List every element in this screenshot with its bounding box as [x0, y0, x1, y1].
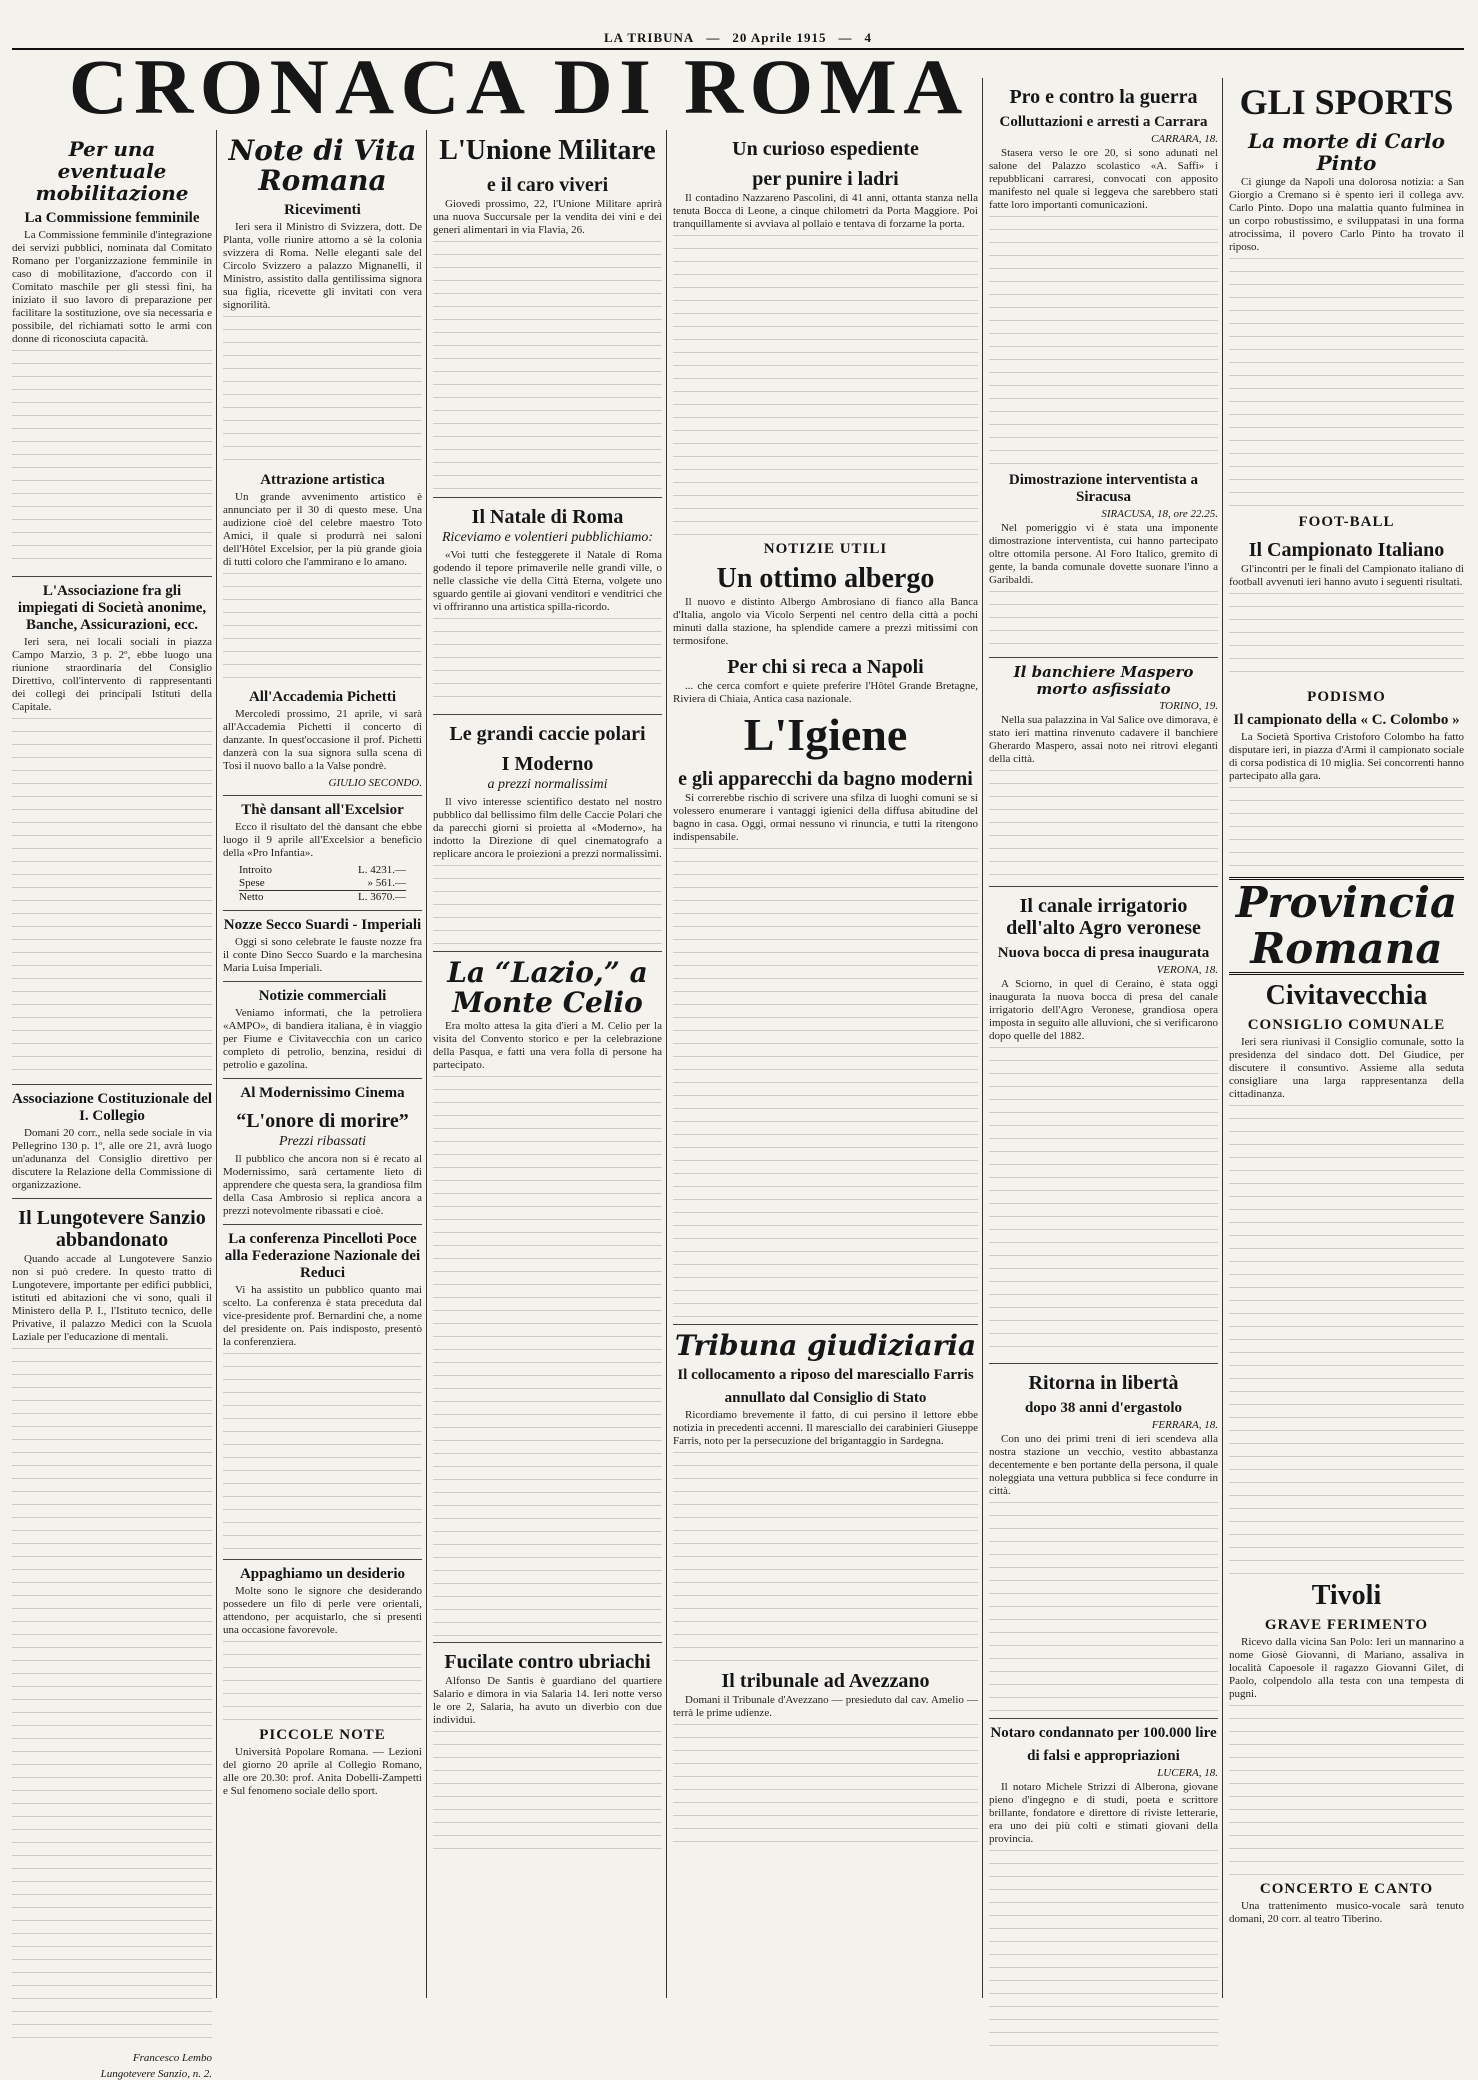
article-body: Domani 20 corr., nella sede sociale in via Pellegrino 130 p. 1º, alle ore 21, avrà luogo un'adunanza del Consiglio direttivo per discutere la Relazione della Commissione di organizzazione. — [12, 1127, 212, 1191]
article-subheadline: Il collocamento a riposo del maresciallo Farris — [677, 1367, 974, 1383]
article-body-continuation — [989, 770, 1218, 880]
article-headline: La conferenza Pincelloti Poce alla Federazione Nazionale dei Reduci — [224, 1231, 421, 1281]
article-signature: GIULIO SECONDO. — [328, 777, 422, 789]
article-body-continuation — [1229, 787, 1464, 867]
article-body: «Voi tutti che festeggerete il Natale di Roma godendo il tepore primaverile nelle grandi ville, o nelle classiche vie della Città Eterna, volgete uno sguardo gentile ai giovani venditori e venditrici che vi offriranno una artistica spilla-ricordo. — [433, 549, 662, 613]
article-subheadline: annullato dal Consiglio di Stato — [724, 1390, 927, 1406]
article-dateline: TORINO, 19. — [1159, 700, 1218, 712]
article-body-continuation — [433, 241, 662, 491]
article-subheadline: dopo 38 anni d'ergastolo — [1024, 1400, 1183, 1416]
article-body: Università Popolare Romana. — Lezioni del giorno 20 aprile al Collegio Romano, alle ore 20.30: prof. Anita Dobelli-Zampetti e Sul fenomeno sociale dello sport. — [223, 1746, 422, 1797]
article-body: Molte sono le signore che desiderando possedere un filo di perle vere orientali, attendono, per acquistarlo, che si presenti una occasione favorevole. — [223, 1585, 422, 1636]
article-body: Ci giunge da Napoli una dolorosa notizia: a San Giorgio a Cremano si è spento ieri il collega avv. Carlo Pinto. Dopo una malattia quanto fulminea in un corpo robustissimo, e sviluppatasi in una forma atrocissima, il povero Carlo Pinto ha trovato il riposo. — [1229, 176, 1464, 253]
article-body-continuation — [12, 350, 212, 570]
article-subheadline: di falsi e appropriazioni — [1027, 1748, 1180, 1764]
article-body: Ricevo dalla vicina San Polo: Ieri un mannarino a nome Giosè Giovanni, di Mariano, assaliva in località Capoesole il ragazzo Giovanni Gilet, di Paolo, colpendolo alla testa con una tempesta di pugni. — [1229, 1636, 1464, 1700]
article-body: Il nuovo e distinto Albergo Ambrosiano di fianco alla Banca d'Italia, angolo via Vicolo Serpenti nel centro della città a pochi minuti dalla stazione, ha splendide camere a prezzi mitissimi con termosifone. — [673, 596, 978, 647]
article-body-continuation — [223, 573, 422, 683]
article-subheadline: Prezzi ribassati — [279, 1134, 366, 1149]
article-body-continuation — [433, 1731, 662, 1851]
article-body: Si correrebbe rischio di scrivere una sfilza di luoghi comuni se si volessero enumerare i vantaggi igienici della diffusa abitudine del bagno in casa. Oggi, ormai nessuno vi rinuncia, e tutti la ritengono indispensabile. — [673, 792, 978, 843]
article-body-continuation — [989, 216, 1218, 466]
newspaper-name: LA TRIBUNA — [604, 30, 695, 45]
article-headline: La “Lazio,” a Monte Celio — [447, 956, 648, 1019]
section-label: PODISMO — [1307, 689, 1386, 705]
article-body-continuation — [673, 1452, 978, 1662]
article-body: Ricordiamo brevemente il fatto, di cui persino il lettore ebbe notizia in precedenti accenni. Il maresciallo dei carabinieri Giuseppe Farris, noto per la persecuzione del brigantaggio in Sardegna. — [673, 1409, 978, 1447]
receipt-row: Spese » 561.— — [239, 877, 406, 889]
article-body: Una trattenimento musico-vocale sarà tenuto domani, 20 corr. al teatro Tiberino. — [1229, 1900, 1464, 1925]
article-dateline: VERONA, 18. — [1156, 964, 1218, 976]
article-body-continuation — [223, 1641, 422, 1721]
column-3 — [426, 130, 662, 1998]
article-body: Veniamo informati, che la petroliera «AMPO», di bandiera italiana, è in viaggio per Fiume e Civitavecchia con un carico completo di petrolio, benzina, residui di petrolio e gazolina. — [223, 1007, 422, 1071]
article-body-continuation — [673, 235, 978, 535]
article-body-continuation — [433, 865, 662, 945]
article-body: Il notaro Michele Strizzi di Alberona, giovane pieno d'ingegno e di studi, poeta e scrittore brillante, fondatore e direttore di riviste letterarie, era uno dei più colti e stimati giovani della provincia. — [989, 1781, 1218, 1845]
article-headline: Nozze Secco Suardi - Imperiali — [223, 917, 422, 933]
issue-date: 20 Aprile 1915 — [732, 30, 827, 45]
article-headline: La morte di Carlo Pinto — [1248, 129, 1445, 175]
article-body: A Sciorno, in quel di Ceraino, è stata oggi inaugurata la nuova bocca di presa del canale irrigatorio dell'Agro Veronese, grandiosa opera imposta in seguito alle alluvioni, che si verificarono dopo quelle del 1882. — [989, 978, 1218, 1042]
receipt-table — [223, 864, 422, 904]
article-headline: Per chi si reca a Napoli — [727, 656, 924, 678]
article-dateline: LUCERA, 18. — [1157, 1767, 1218, 1779]
article-body-continuation — [12, 1348, 212, 2048]
article-subheadline: per punire i ladri — [752, 168, 899, 190]
article-subheadline: CONSIGLIO COMUNALE — [1247, 1017, 1446, 1033]
article-subheadline: GRAVE FERIMENTO — [1264, 1617, 1429, 1633]
article-body-continuation — [673, 848, 978, 1318]
article-headline: Thè dansant all'Excelsior — [241, 802, 404, 818]
article-body-continuation — [223, 316, 422, 466]
article-body: Il pubblico che ancora non si è recato al Modernissimo, sarà certamente lieto di apprendere che questa sera, la grandiosa film della Casa Ambrosio si replica ancora a prezzi notevolmente ribassati e cioè. — [223, 1153, 422, 1217]
article-headline: Dimostrazione interventista a Siracusa — [1008, 472, 1199, 505]
article-body: Ieri sera il Ministro di Svizzera, dott. De Planta, volle riunire attorno a sè la colonia svizzera di Roma. Nelle eleganti sale del Circolo Svizzero a palazzo Mignanelli, il Ministro, assistito dalla gentilissima signora sua figlia, ricevette gli invitati con vera signorilità. — [223, 221, 422, 311]
article-headline: “L'onore di morire” — [236, 1110, 409, 1132]
article-body: Era molto attesa la gita d'ieri a M. Celio per la visita del Convento storico e per la celebrazione della Pasqua, e fatti una vera folla di persone ha partecipato. — [433, 1020, 662, 1071]
article-body: ... che cerca comfort e quiete preferire l'Hôtel Grande Bretagne, Riviera di Chiaia, Antica casa nazionale. — [673, 680, 978, 705]
section-label: NOTIZIE UTILI — [763, 541, 888, 557]
article-headline: Note di Vita Romana — [228, 134, 417, 197]
article-headline: Per una eventuale mobilitazione — [35, 137, 189, 205]
article-dateline: FERRARA, 18. — [1151, 1419, 1218, 1431]
article-body: Quando accade al Lungotevere Sanzio non si può credere. In questo tratto di Lungotevere, importante per edifici pubblici, istituti ed abitazioni che vi sono, quali il Ministero della P. I., l'Istituto tecnico, delle Privative, il palazzo Medici con la Scuola Laziale per l'educazione di mentali. — [12, 1253, 212, 1343]
article-body: Mercoledì prossimo, 21 aprile, vi sarà all'Accademia Pichetti il concerto di danzante. In quest'occasione il prof. Pichetti danzerà con la sua signora sulla scena di Tosi il nuovo ballo a la Valse pondrè. — [223, 708, 422, 772]
column-1 — [12, 130, 212, 2080]
article-body: Nel pomeriggio vi è stata una imponente dimostrazione interventista, cui hanno partecipato oltre ottomila persone. Al Foro Italico, gremito di gente, la banda comunale dovette suonare l'inno a Garibaldi. — [989, 522, 1218, 586]
article-headline: Un curioso espediente — [732, 138, 919, 160]
article-headline: Fucilate contro ubriachi — [444, 1651, 651, 1673]
article-body: Ecco il risultato del thè dansant che ebbe luogo il 9 aprile all'Excelsior a beneficio della «Pro Infantia». — [223, 821, 422, 859]
article-body: Con uno dei primi treni di ieri scendeva alla nostra stazione un vecchio, vestito abbastanza decentemente e ben portante della persona, il quale noleggiata una vettura pubblica si fece condurre in città. — [989, 1433, 1218, 1497]
article-body: La Commissione femminile d'integrazione dei servizi pubblici, nominata dal Comitato Romano per l'organizzazione femminile in caso di mobilitazione, d'accordo con il Comitato maschile per gli stessi fini, ha iniziato il suo lavoro di preparazione per facilitare la sostituzione, ove sia necessaria e possibile, del richiamati sotto le armi con donne di riconosciuta capacità. — [12, 229, 212, 345]
article-headline: Il banchiere Maspero morto asfissiato — [1013, 663, 1194, 698]
article-body: Domani il Tribunale d'Avezzano — presieduto dal cav. Amelio — terrà le prime udienze. — [673, 1694, 978, 1719]
article-headline: Il canale irrigatorio dell'alto Agro veronese — [1006, 895, 1201, 939]
column-2 — [216, 130, 422, 1998]
article-dateline: SIRACUSA, 18, ore 22.25. — [1101, 508, 1218, 520]
newspaper-page — [12, 6, 1464, 2080]
article-subheadline: e gli apparecchi da bagno moderni — [678, 768, 973, 790]
article-subheadline: La Commissione femminile — [24, 210, 200, 226]
section-masthead: CRONACA DI ROMA — [68, 43, 969, 130]
article-dateline: CARRARA, 18. — [1151, 133, 1218, 145]
article-body-continuation — [673, 1724, 978, 1844]
article-body: Gl'incontri per le finali del Campionato italiano di football avvenuti ieri hanno avuto i seguenti risultati. — [1229, 563, 1464, 588]
article-body-continuation — [989, 1502, 1218, 1712]
article-headline: Il tribunale ad Avezzano — [721, 1670, 930, 1692]
article-headline: Tivoli — [1311, 1580, 1382, 1611]
article-body-continuation — [433, 618, 662, 708]
column-4 — [666, 130, 978, 1998]
article-subheadline: a prezzi normalissimi — [487, 777, 608, 792]
article-kicker: Al Modernissimo Cinema — [240, 1085, 405, 1101]
page-number: 4 — [864, 30, 872, 45]
article-headline: CONCERTO E CANTO — [1259, 1881, 1434, 1897]
article-body: Alfonso De Santis è guardiano del quartiere Salario e dimora in via Salaria 14. Ieri notte verso le ore 2, Salaria, ha avuto un diverbio con due individui. — [433, 1675, 662, 1726]
article-body-continuation — [12, 718, 212, 1078]
article-body: Un grande avvenimento artistico è annunciato per il 30 di questo mese. Una audizione cioè del celebre maestro Toto Amici, il quale si produrrà nei saloni dell'Hôtel Excelsior, per la più grande gioia di tutti coloro che l'ammirano e lo amano. — [223, 491, 422, 568]
article-headline: Notaro condannato per 100.000 lire — [990, 1725, 1217, 1741]
article-subheadline: e il caro viveri — [486, 174, 609, 196]
article-body-continuation — [223, 1353, 422, 1553]
article-headline: Il Campionato Italiano — [1248, 539, 1445, 561]
section-headline: GLI SPORTS — [1239, 82, 1454, 122]
article-headline: Ritorna in libertà — [1028, 1372, 1179, 1394]
article-headline: Appaghiamo un desiderio — [239, 1566, 406, 1582]
article-body: Giovedì prossimo, 22, l'Unione Militare aprirà una nuova Succursale per la vendita dei vini e dei generi alimentari in via Flavia, 26. — [433, 198, 662, 236]
article-headline: L'Associazione fra gli impiegati di Società anonime, Banche, Assicurazioni, ecc. — [17, 583, 207, 633]
article-body: Oggi si sono celebrate le fauste nozze fra il conte Dino Secco Suardo e la marchesina Maria Luisa Imperiali. — [223, 936, 422, 974]
article-body-continuation — [989, 1047, 1218, 1357]
article-headline: All'Accademia Pichetti — [248, 689, 397, 705]
running-header: LA TRIBUNA — 20 Aprile 1915 — 4 — [604, 30, 872, 45]
article-body-continuation — [1229, 258, 1464, 508]
article-body-continuation — [1229, 1705, 1464, 1875]
article-body: Nella sua palazzina in Val Salice ove dimorava, è stato ieri mattina rinvenuto cadavere il banchiere Gherardo Maspero, assai noto nei ritrovi eleganti della città. — [989, 714, 1218, 765]
article-body-continuation — [989, 591, 1218, 651]
article-body: Vi ha assistito un pubblico quanto mai scelto. La conferenza è stata preceduta dal vice-presidente prof. Bernardini che, a nome del presidente on. Pais indisposto, presentò la conferenziera. — [223, 1284, 422, 1348]
article-subheadline: Nuova bocca di presa inaugurata — [997, 945, 1210, 961]
article-body: Il contadino Nazzareno Pascolini, di 41 anni, ottanta stanza nella tenuta Bocca di Leone, a cinque chilometri da Porta Maggiore. Poi tranquillamente si avviava al pollaio e tentava di forzarne la porta. — [673, 192, 978, 230]
article-headline: Tribuna giudiziaria — [674, 1329, 977, 1362]
article-headline: Le grandi caccie polari — [449, 723, 646, 745]
receipt-row: Netto L. 3670.— — [239, 891, 406, 903]
article-headline-line2: I Moderno — [501, 753, 594, 775]
article-headline: L'Unione Militare — [439, 135, 656, 166]
article-signature-address: Lungotevere Sanzio, n. 2. — [100, 2068, 212, 2080]
article-headline: Il Natale di Roma — [471, 506, 624, 528]
article-body-continuation — [433, 1076, 662, 1636]
article-headline: Il campionato della « C. Colombo » — [1233, 712, 1460, 728]
article-body-continuation — [989, 1850, 1218, 2050]
article-headline: Civitavecchia — [1265, 980, 1428, 1011]
article-headline: L'Igiene — [743, 709, 908, 760]
receipt-row: Introito L. 4231.— — [239, 864, 406, 876]
article-headline: Un ottimo albergo — [716, 563, 935, 594]
article-body: Stasera verso le ore 20, si sono adunati nel salone del Palazzo scolastico «A. Saffi» i repubblicani carraresi, convocati con apposito manifesto nel quale si leggeva che sarebbero stati fatte loro importanti comunicazioni. — [989, 147, 1218, 211]
column-6 — [1222, 78, 1464, 1998]
article-subheadline: Riceviamo e volentieri pubblichiamo: — [441, 530, 654, 545]
article-signature: Francesco Lembo — [132, 2052, 212, 2064]
article-body: Il vivo interesse scientifico destato nel nostro pubblico dal bellissimo film delle Caccie Polari che da parecchi giorni si proietta al «Moderno», ha indotto la Direzione di quel cinematografo a replicare ancora le proiezioni a prezzi normalissimi. — [433, 796, 662, 860]
article-body: Ieri sera riunivasi il Consiglio comunale, sotto la presidenza del sindaco dott. Del Giudice, per discutere il consuntivo. Assieme alla seduta consigliare una larga rappresentanza della cittadinanza. — [1229, 1036, 1464, 1100]
article-body-continuation — [1229, 593, 1464, 683]
section-headline: Provincia Romana — [1229, 877, 1464, 975]
article-headline: PICCOLE NOTE — [259, 1727, 386, 1743]
column-5 — [982, 78, 1218, 1998]
article-headline: Pro e contro la guerra — [1009, 86, 1198, 108]
section-label: FOOT-BALL — [1298, 514, 1395, 530]
article-body: La Società Sportiva Cristoforo Colombo ha fatto disputare ieri, in piazza d'Armi il campionato sociale di corsa podistica di 10 miglia. Sei concorrenti hanno partecipato alla gara. — [1229, 731, 1464, 782]
article-headline: Associazione Costituzionale del I. Collegio — [12, 1091, 212, 1124]
article-body: Ieri sera, nei locali sociali in piazza Campo Marzio, 3 p. 2º, ebbe luogo una riunione straordinaria del Consiglio Direttivo, coll'intervento di rappresentanti dei collegi dei principali Istituti della Capitale. — [12, 636, 212, 713]
article-subheadline: Ricevimenti — [284, 202, 361, 218]
article-headline: Attrazione artistica — [260, 472, 385, 488]
article-headline: Notizie commerciali — [258, 988, 387, 1004]
article-subheadline: Colluttazioni e arresti a Carrara — [999, 114, 1208, 130]
article-body-continuation — [1229, 1105, 1464, 1575]
article-headline: Il Lungotevere Sanzio abbandonato — [18, 1207, 206, 1251]
